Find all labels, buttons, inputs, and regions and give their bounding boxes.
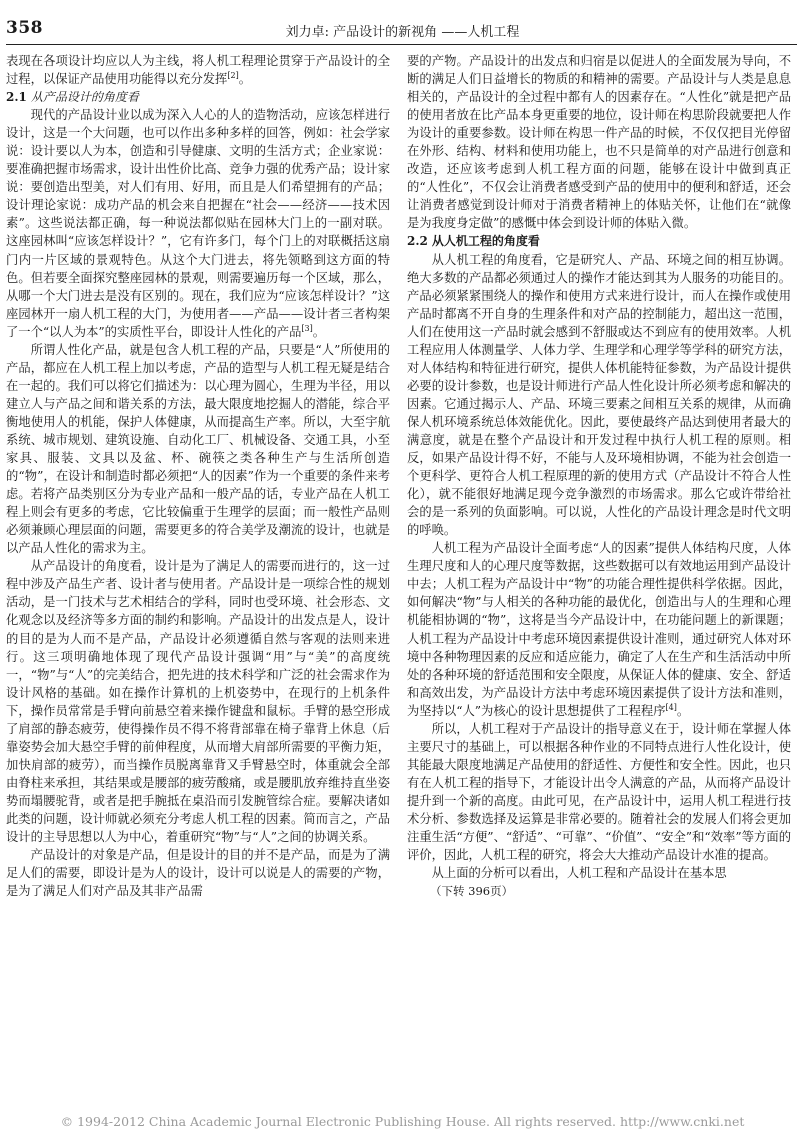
paragraph: [6, 52, 390, 88]
paragraph-text: 现代的产品设计业以成为深入人心的人的造物活动，应该怎样进行设计，这是一个大问题，也可以作出多种多样的回答，例如：社会学家说：设计要以人为本，创造和引导健康、文明的生活方式；企业家说：要准确把握市场需求，设计出性价比高、竞争力强的优秀产品；设计家说：要创造出型美，对人们有用、好用，而且是人们希望拥有的产品；设计理论家说：成功产品的机会来自把握在“社会——经济——技术因素”。这些说法都正确，每一种说法都似贴在园林大门上的一副对联。这座园林叫“应该怎样设计？”，它有许多门，每个门上的对联概括这扇门内一片区域的景观特色。从这个大门进去，将先领略到这方面的特色。但若要全面探究整座园林的景观，则需要遍历每一个区域，那么，从哪一个大门进去是没有区别的。现在，我们应为“应该怎样设计？”这座园林开一扇人机工程的大门，为使用者——产品——设计者三者构架了一个“以人为本”的实质性平台，即设计人性化的产品: [6, 108, 390, 339]
running-head: 刘力卓: 产品设计的新视角 ——人机工程: [285, 25, 520, 40]
paragraph: [407, 539, 791, 719]
citation-ref: [3]: [301, 323, 313, 333]
section-heading: [407, 232, 791, 250]
paragraph: 从上面的分析可以看出，人机工程和产品设计在基本思: [431, 866, 727, 881]
continued-note: （下转 396页）: [430, 884, 514, 899]
left-column: [6, 52, 390, 1102]
paragraph: 从人机工程的角度看，它是研究人、产品、环境之间的相互协调。绝大多数的产品都必须通过人的操作才能达到其为人服务的功能目的。产品必须紧紧围绕人的操作和使用方式来进行设计，而人在操作或使用产品时都离不开自身的生理条件和对产品的控制能力，超出这一范围，人们在使用这一产品时就会感到不舒服或达不到应有的使用效率。人机工程应用人体测量学、人体力学、生理学和心理学等学科的研究方法，对人体结构和特征进行研究，提供人体机能特征参数，为产品设计提供必要的设计参数，也是设计师进行产品人性化设计所必须考虑和解决的因素。它通过揭示人、产品、环境三要素之间相互关系的规律，从而确保人机环境系统总体效能优化。因此，要使最终产品达到使用者最大的满意度，就是在整个产品设计和开发过程中执行人机工程的原则。相反，如果产品设计得不好，不能与人及环境相协调，不能为社会创造一个更科学、更符合人机工程原理的新的使用方式（产品设计不符合人性化），就不能很好地满足现今竞争激烈的市场需求。那么它或许带给社会的是一系列的负面影响。可以说，人性化的产品设计理念是时代文明的呼唤。: [407, 252, 791, 538]
paragraph-end: 。: [676, 703, 690, 718]
citation-ref: [2]: [227, 70, 239, 80]
paragraph: 要的产物。产品设计的出发点和归宿是以促进人的全面发展为导向，不断的满足人们日益增长的物质的和精神的需要。产品设计与人类是息息相关的，产品设计的全过程中都有人的因素存在。“人性化”就是把产品的使用者放在比产品本身更重要的地位，设计师在构思阶段就要把人作为设计的重要参数。设计师在构思一件产品的时候，不仅仅把目光停留在外形、结构、材料和使用功能上，也不只是简单的对产品进行创意和改造，还应该考虑到人机工程方面的问题，能够在设计中做到真正的“人性化”，不仅会让消费者感受到产品的使用中的便利和舒适，还会让消费者感觉到设计师对于消费者精神上的体贴关怀，让他们在“就像是为我度身定做”的感慨中体会到设计师的体贴入微。: [407, 54, 791, 231]
paragraph: 所谓人性化产品，就是包含人机工程的产品，只要是“人”所使用的产品，都应在人机工程上加以考虑，产品的造型与人机工程无疑是结合在一起的。我们可以将它们描述为：以心理为圆心，生理为半径，用以建立人与产品之间和谐关系的方法，最大限度地挖掘人的潜能，综合平衡地使用人的机能，保护人体健康，从而提高生产率。所以，大至宇航系统、城市规划、建筑设施、自动化工厂、机械设备、交通工具，小至家具、服装、文具以及盆、杯、碗筷之类各种生产与生活所创造的“物”，在设计和制造时都必须把“人的因素”作为一个重要的条件来考虑。若将产品类别区分为专业产品和一般产品的话，专业产品在人机工程上则会有更多的考虑，它比较偏重于生理学的层面；而一般性产品则必须兼顾心理层面的问题，需要更多的符合美学及潮流的设计，也就是以产品人性化的需求为主。: [6, 342, 390, 556]
paragraph-text: 表现在各项设计均应以人为主线，将人机工程理论贯穿于产品设计的全过程，以保证产品使用功能得以充分发挥: [6, 54, 390, 87]
section-title: 从产品设计的角度看: [30, 90, 139, 105]
paragraph: [6, 106, 390, 341]
page-header: [0, 0, 805, 45]
paragraph: 所以，人机工程对于产品设计的指导意义在于，设计师在掌握人体主要尺寸的基础上，可以根据各种作业的不同特点进行人性化设计，使其能最大限度地满足产品使用的舒适性、方便性和安全性。因此，也只有在人机工程的指导下，才能设计出令人满意的产品，从而将产品设计提升到一个新的高度。由此可见，在产品设计中，运用人机工程进行技术分析、参数选择及运算是非常必要的。随着社会的发展人们将会更加注重生活“方便”、“舒适”、“可靠”、“价值”、“安全”和“效率”等方面的评价，因此，人机工程的研究，将会大大推动产品设计水准的提高。: [407, 721, 791, 863]
copyright-footer: © 1994-2012 China Academic Journal Electronic Publishing House. All rights reserved. http://www.cnki.net: [60, 1114, 745, 1129]
page-number: 358: [6, 18, 43, 38]
citation-ref: [4]: [665, 702, 677, 712]
paragraph-end: 。: [312, 324, 326, 339]
header-rule: [6, 44, 797, 45]
section-title: 从人机工程的角度看: [431, 234, 540, 249]
section-heading: [6, 88, 390, 106]
section-number: 2.1: [6, 90, 27, 105]
paragraph-text: 人机工程为产品设计全面考虑“人的因素”提供人体结构尺度，人体生理尺度和人的心理尺度等数据，这些数据可以有效地运用到产品设计中去；人机工程为产品设计中“物”的功能合理性提供科学依据。因此，如何解决“物”与人相关的各种功能的最优化，创造出与人的生理和心理机能相协调的“物”，这将是当今产品设计中，在功能问题上的新课题；人机工程为产品设计中考虑环境因素提供设计准则，通过研究人体对环境中各种物理因素的反应和适应能力，确定了人在生产和生活活动中所处的各种环境的舒适范围和安全限度，从保证人体的健康、安全、舒适和高效出发，为产品设计方法中考虑环境因素提供了设计方法和准则，为坚持以“人”为核心的设计思想提供了工程程序: [407, 541, 791, 718]
right-column: [407, 52, 791, 1102]
paragraph-end: 。: [238, 72, 252, 87]
paragraph: 从产品设计的角度看，设计是为了满足人的需要而进行的，这一过程中涉及产品生产者、设计者与使用者。产品设计是一项综合性的规划活动，是一门技术与艺术相结合的学科，同时也受环境、社会形态、文化观念以及经济等多方面的制约和影响。产品设计的出发点是人，设计的目的是为人而不是产品，产品设计必须遵循自然与客观的法则来进行。这三项明确地体现了现代产品设计强调“用”与“美”的高度统一，“物”与“人”的完美结合，把先进的技术科学和广泛的社会需求作为设计风格的基础。如在操作计算机的上机姿势中，在现行的上机条件下，操作员常常是手臂向前悬空着来操作键盘和鼠标。手臂的悬空形成了肩部的静态疲劳，使得操作员不得不将背部靠在椅子靠背上休息（后靠姿势会加大悬空手臂的前伸程度，从而增大肩部所需要的平衡力矩，加快肩部的疲劳），而当操作员脱离靠背又手臂悬空时，体重就会全部由脊柱来承担，其结果或是腰部的疲劳酸痛，或是腰肌放弃维持直坐姿势而塌腰驼背，或者是把手腕抵在桌沿而引发腕管综合症。要解决诸如此类的问题，设计师就必须充分考虑人机工程的因素。简而言之，产品设计的主导思想以人为中心，着重研究“物”与“人”之间的协调关系。: [6, 559, 390, 845]
paragraph: 产品设计的对象是产品，但是设计的目的并不是产品，而是为了满足人们的需要，即设计是为人的设计，设计可以说是人的需要的产物，是为了满足人们对产品及其非产品需: [6, 848, 390, 899]
section-number: 2.2: [407, 234, 428, 249]
